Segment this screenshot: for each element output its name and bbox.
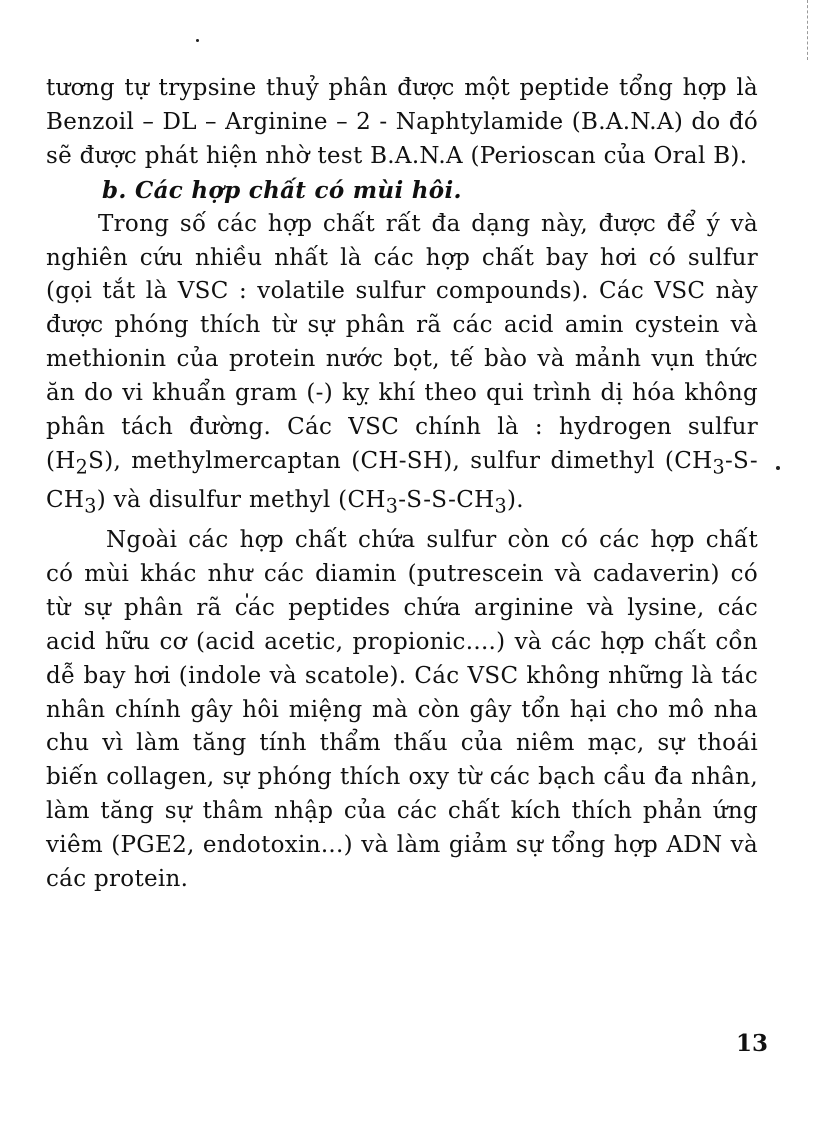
paragraph-2-text: -S-S-CH <box>398 487 495 514</box>
paragraph-2-text: Trong số các hợp chất rất đa dạng này, được để ý và nghiên cứu nhiều nhất là các hợp chất bay hơi có sulfur (gọi tắt là VSC : volatile sulfur compounds). Các VSC này được phóng thích từ sự phân rã các acid amin cystein và methionin của protein nước bọt, tế bào và mảnh vụn thức ăn do vi khuẩn gram (-) kỵ khí theo qui trình dị hóa không phân tách đường. Các VSC chính là : hydrogen sulfur (H <box>46 210 758 474</box>
paragraph-3: Ngoài các hợp chất chứa sulfur còn có các hợp chất có mùi khác như các diamin (putrescein và cadaverin) có từ sự phân rã các peptides chứa arginine và lysine, các acid hữu cơ (acid acetic, propionic....) và các hợp chất cồn dễ bay hơi (indole và scatole). Các VSC không những là tác nhân chính gây hôi miệng mà còn gây tổn hại cho mô nha chu vì làm tăng tính thẩm thấu của niêm mạc, sự thoái biến collagen, sự phóng thích oxy từ các bạch cầu đa nhân, làm tăng sự thâm nhập của các chất kích thích phản ứng viêm (PGE2, endotoxin...) và làm giảm sự tổng hợp ADN và các protein. <box>46 526 758 893</box>
paragraph-1: tương tự trypsine thuỷ phân được một peptide tổng hợp là Benzoil – DL – Arginine – 2 - Naphtylamide (B.A.N.A) do đó sẽ được phát hiện nhờ test B.A.N.A (Perioscan của Oral B). <box>46 75 758 169</box>
page-body <box>46 72 758 897</box>
paragraph-2-text: S), methylmercaptan (CH-SH), sulfur dimethyl (CH <box>88 447 713 474</box>
subscript: 2 <box>75 455 89 479</box>
subscript: 3 <box>84 495 97 519</box>
paragraph-2 <box>46 208 758 524</box>
ink-speck <box>776 466 780 470</box>
section-heading: b. Các hợp chất có mùi hôi. <box>102 176 462 204</box>
scan-edge-marks <box>807 0 816 60</box>
paragraph-2-text: -S-CH <box>46 447 758 514</box>
subscript: 3 <box>494 495 507 519</box>
paragraph-2-text: ). <box>507 487 524 514</box>
paragraph-2-text: ) và disulfur methyl (CH <box>96 487 386 514</box>
page-number: 13 <box>736 1030 769 1057</box>
subscript: 3 <box>712 455 725 479</box>
subscript: 3 <box>385 495 399 519</box>
ink-speck <box>196 39 199 42</box>
